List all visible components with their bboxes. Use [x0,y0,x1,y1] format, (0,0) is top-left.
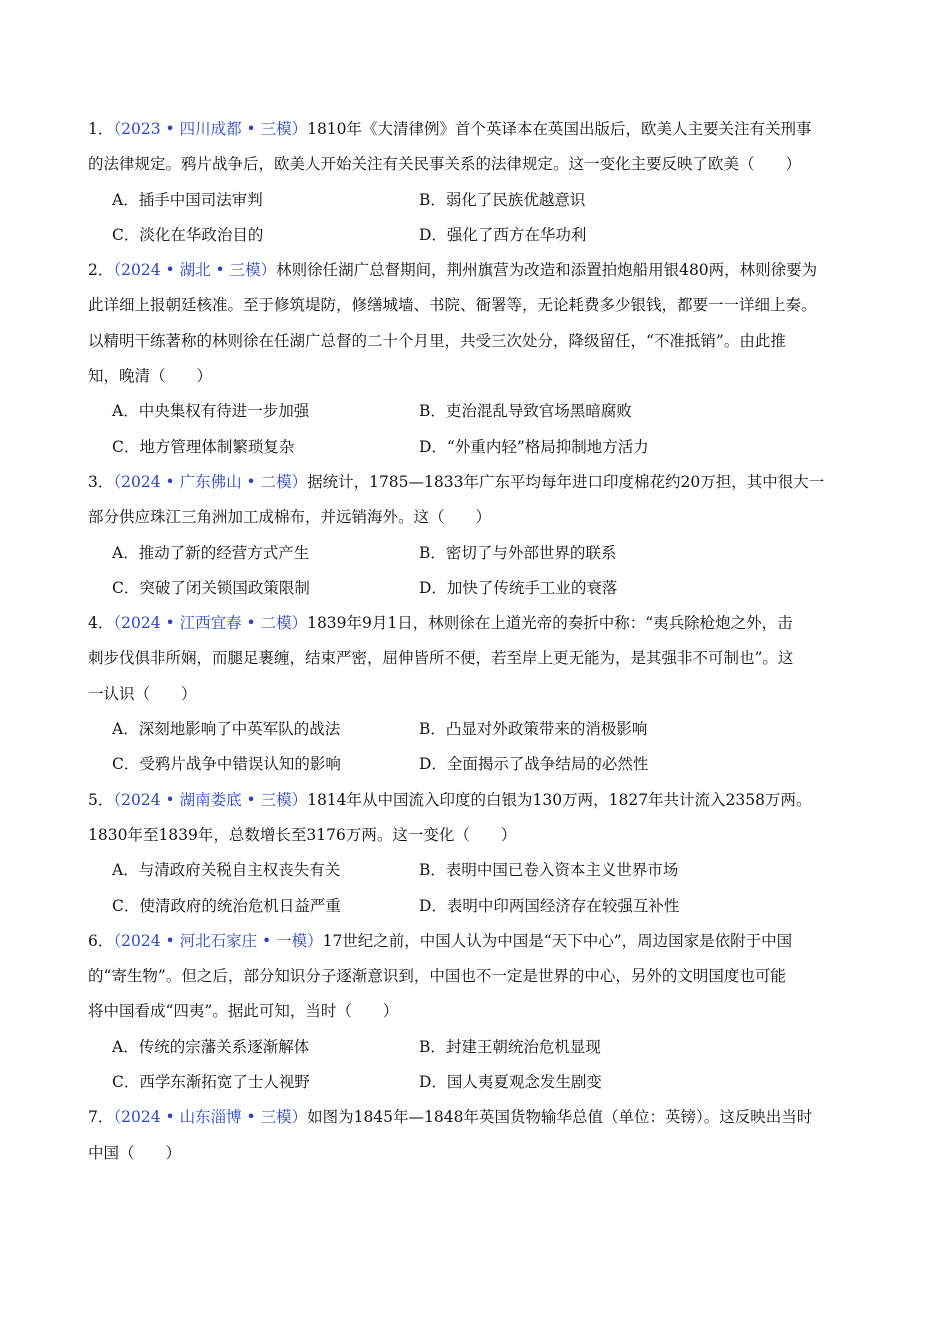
option-a: A．深刻地影响了中英军队的战法 [112,720,341,739]
question-number: 5． [88,790,114,809]
question-text-line [88,500,873,535]
question-number: 7． [88,1108,114,1127]
option-a: A．中央集权有待进一步加强 [112,402,310,421]
question-stem: 知，晚清（ ） [88,367,213,386]
option-a: A．插手中国司法审判 [112,190,263,209]
option-row [88,747,873,782]
question-list [88,112,873,1171]
option-d: D．全面揭示了战争结局的必然性 [419,755,649,774]
question-stem: 的法律规定。鸦片战争后，欧美人开始关注有关民事关系的法律规定。这一变化主要反映了欧美（ ） [88,155,802,174]
question-stem: 的“寄生物”。但之后，部分知识分子逐渐意识到，中国也不一定是世界的中心，另外的文明国度也可能 [88,967,786,986]
question-stem: 1830年至1839年，总数增长至3176万两。这一变化（ ） [88,825,517,844]
question-stem: 1839年9月1日，林则徐在上道光帝的奏折中称：“夷兵除枪炮之外，击 [307,614,793,633]
option-row [88,394,873,429]
question-text-line [88,641,873,676]
option-d: D．国人夷夏观念发生剧变 [419,1073,602,1092]
option-a: A．与清政府关税自主权丧失有关 [112,861,341,880]
question-source: （2024 • 河北石家庄 • 一模） [113,931,323,950]
option-c: C．受鸦片战争中错误认知的影响 [112,755,341,774]
question-text-line [88,783,873,818]
question-source: （2024 • 湖南娄底 • 三模） [113,790,308,809]
question-stem: 刺步伐俱非所娴，而腿足裹缠，结束严密，屈伸皆所不便，若至岸上更无能为，是其强非不可制也”。这 [88,649,794,668]
question-text-line [88,112,873,147]
option-row [88,571,873,606]
question-number: 4． [88,614,114,633]
option-row [88,430,873,465]
question-text-line [88,818,873,853]
question-stem: 部分供应珠江三角洲加工成棉布，并远销海外。这（ ） [88,508,492,527]
question-text-line [88,359,873,394]
question-6 [88,924,873,1100]
question-text-line [88,288,873,323]
option-row [88,853,873,888]
question-3 [88,465,873,606]
question-text-line [88,606,873,641]
option-b: B．吏治混乱导致官场黑暗腐败 [419,402,632,421]
option-b: B．密切了与外部世界的联系 [419,543,617,562]
question-number: 1． [88,120,114,138]
option-c: C．西学东渐拓宽了士人视野 [112,1073,310,1092]
option-row [88,889,873,924]
question-stem: 17世纪之前，中国人认为中国是“天下中心”，周边国家是依附于中国 [322,931,793,950]
option-row [88,712,873,747]
option-row [88,1030,873,1065]
option-row [88,536,873,571]
question-1 [88,112,873,253]
option-c: C．使清政府的统治危机日益严重 [112,896,341,915]
option-d: D．表明中印两国经济存在较强互补性 [419,896,680,915]
question-number: 2． [88,261,114,280]
question-text-line [88,324,873,359]
question-source: （2024 • 广东佛山 • 二模） [113,472,308,491]
option-c: C．突破了闭关锁国政策限制 [112,578,310,597]
option-row [88,183,873,218]
question-stem: 此详细上报朝廷核准。至于修筑堤防，修缮城墙、书院、衙署等，无论耗费多少银钱，都要一一详细上奏。 [88,296,817,315]
option-row [88,218,873,253]
question-text-line [88,253,873,288]
option-c: C．地方管理体制繁琐复杂 [112,437,295,456]
question-stem: 1810年《大清律例》首个英译本在英国出版后，欧美人主要关注有关刑事 [307,120,812,138]
question-stem: 将中国看成“四夷”。据此可知，当时（ ） [88,1002,399,1021]
question-number: 6． [88,931,114,950]
question-stem: 一认识（ ） [88,684,197,703]
question-text-line [88,677,873,712]
question-5 [88,783,873,924]
option-b: B．表明中国已卷入资本主义世界市场 [419,861,679,880]
option-d: D．“外重内轻”格局抑制地方活力 [419,437,649,456]
option-d: D．强化了西方在华功利 [419,225,587,244]
option-d: D．加快了传统手工业的衰落 [419,578,618,597]
option-a: A．推动了新的经营方式产生 [112,543,310,562]
question-4 [88,606,873,782]
question-stem: 据统计，1785—1833年广东平均每年进口印度棉花约20万担，其中很大一 [307,472,825,491]
option-b: B．弱化了民族优越意识 [419,190,586,209]
question-2 [88,253,873,465]
question-source: （2024 • 江西宜春 • 二模） [113,614,308,633]
question-text-line [88,994,873,1029]
question-stem: 林则徐任湖广总督期间，荆州旗营为改造和添置拍炮船用银480两，林则徐要为 [276,261,818,280]
question-text-line [88,924,873,959]
question-text-line [88,959,873,994]
question-stem: 中国（ ） [88,1143,182,1162]
option-b: B．封建王朝统治危机显现 [419,1037,601,1056]
question-source: （2024 • 山东淄博 • 三模） [113,1108,308,1127]
question-source: （2023 • 四川成都 • 三模） [113,120,308,138]
option-c: C．淡化在华政治目的 [112,225,264,244]
question-text-line [88,465,873,500]
question-stem: 以精明干练著称的林则徐在任湖广总督的二十个月里，共受三次处分，降级留任，“不准抵销”。由此推 [88,331,786,350]
question-source: （2024 • 湖北 • 三模） [113,261,277,280]
option-a: A．传统的宗藩关系逐渐解体 [112,1037,310,1056]
question-text-line [88,1100,873,1135]
question-text-line [88,147,873,182]
question-text-line [88,1136,873,1171]
question-stem: 1814年从中国流入印度的白银为130万两，1827年共计流入2358万两。 [307,790,812,809]
option-b: B．凸显对外政策带来的消极影响 [419,720,648,739]
option-row [88,1065,873,1100]
question-number: 3． [88,472,114,491]
question-stem: 如图为1845年—1848年英国货物输华总值（单位：英镑）。这反映出当时 [307,1108,813,1127]
question-7 [88,1100,873,1171]
